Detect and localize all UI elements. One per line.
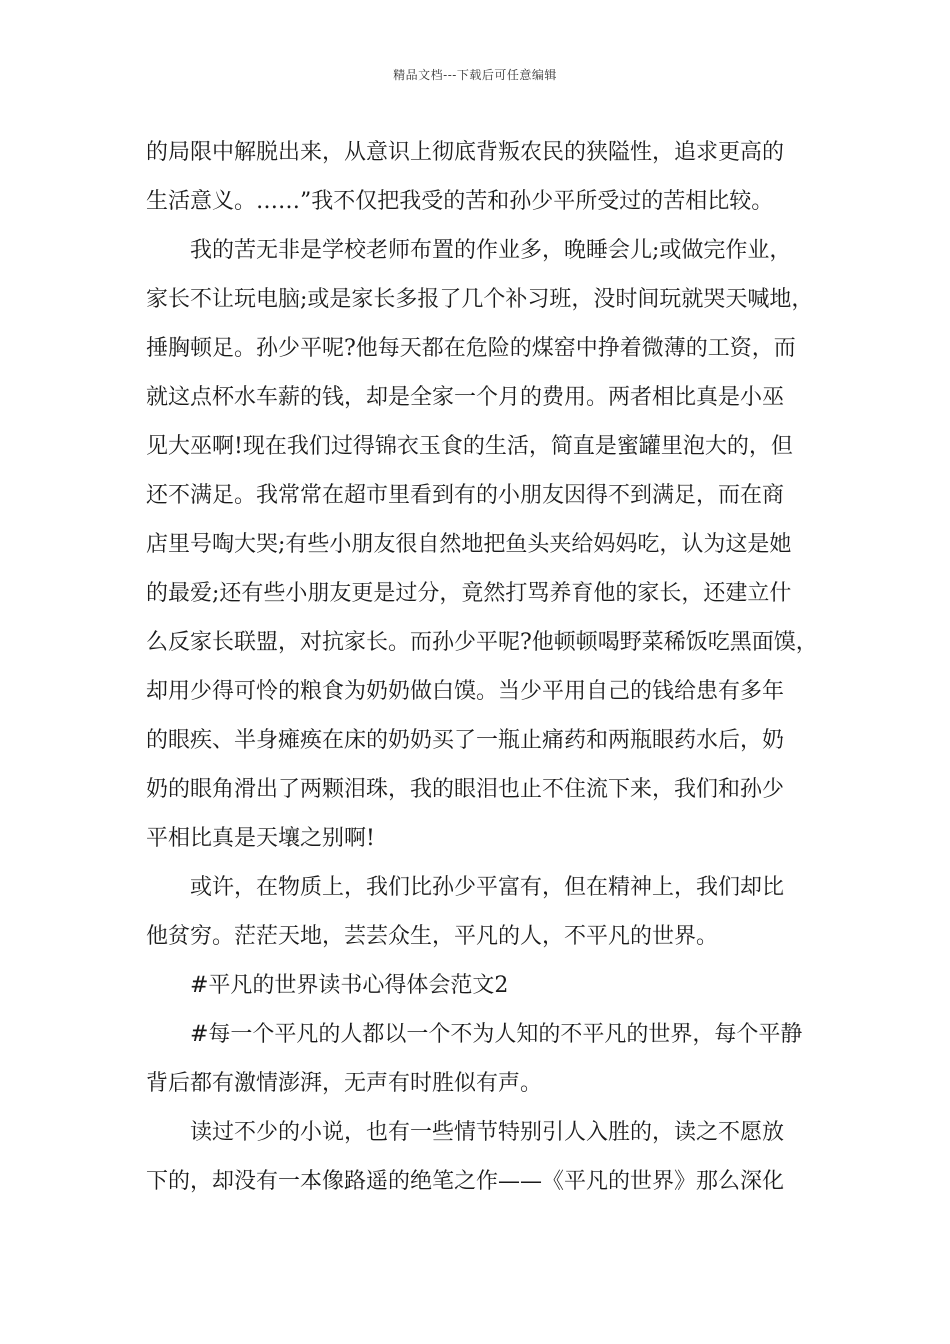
page-header: 精品文档---下载后可任意编辑 xyxy=(393,68,557,82)
text-line: 家长不让玩电脑;或是家长多报了几个补习班，没时间玩就哭天喊地， xyxy=(146,287,814,312)
text-line: 他贫穷。茫茫天地，芸芸众生，平凡的人，不平凡的世界。 xyxy=(146,924,719,949)
paragraph-start-line: 我的苦无非是学校老师布置的作业多，晚睡会儿;或做完作业， xyxy=(190,238,792,263)
text-line: 捶胸顿足。孙少平呢?他每天都在危险的煤窑中挣着微薄的工资，而 xyxy=(146,336,796,361)
text-line: 就这点杯水车薪的钱，却是全家一个月的费用。两者相比真是小巫 xyxy=(146,385,785,410)
paragraph-start-line: 或许，在物质上，我们比孙少平富有，但在精神上，我们却比 xyxy=(190,875,785,900)
paragraph-start-line: 读过不少的小说，也有一些情节特别引人入胜的，读之不愿放 xyxy=(190,1120,785,1145)
text-line: 下的，却没有一本像路遥的绝笔之作——《平凡的世界》那么深化 xyxy=(146,1169,785,1194)
text-line: 却用少得可怜的粮食为奶奶做白馍。当少平用自己的钱给患有多年 xyxy=(146,679,785,704)
text-line: 背后都有激情澎湃，无声有时胜似有声。 xyxy=(146,1071,543,1096)
text-line: 的最爱;还有些小朋友更是过分，竟然打骂养育他的家长，还建立什 xyxy=(146,581,792,606)
body-text xyxy=(146,128,822,1206)
text-line: 见大巫啊!现在我们过得锦衣玉食的生活，简直是蜜罐里泡大的，但 xyxy=(146,434,793,459)
text-line: 的局限中解脱出来，从意识上彻底背叛农民的狭隘性，追求更高的 xyxy=(146,140,785,165)
text-line: 么反家长联盟，对抗家长。而孙少平呢?他顿顿喝野菜稀饭吃黑面馍， xyxy=(146,630,818,655)
text-line: 还不满足。我常常在超市里看到有的小朋友因得不到满足，而在商 xyxy=(146,483,785,508)
text-line: 店里号啕大哭;有些小朋友很自然地把鱼头夹给妈妈吃，认为这是她 xyxy=(146,532,792,557)
text-line: 平相比真是天壤之别啊! xyxy=(146,826,375,851)
paragraph-start-line: #每一个平凡的人都以一个不为人知的不平凡的世界，每个平静 xyxy=(190,1022,803,1047)
text-line: 的眼疾、半身瘫痪在床的奶奶买了一瓶止痛药和两瓶眼药水后，奶 xyxy=(146,728,785,753)
text-line: 奶的眼角滑出了两颗泪珠，我的眼泪也止不住流下来，我们和孙少 xyxy=(146,777,785,802)
text-line: 生活意义。……”我不仅把我受的苦和孙少平所受过的苦相比较。 xyxy=(146,189,774,214)
section-heading: #平凡的世界读书心得体会范文2 xyxy=(190,973,509,998)
